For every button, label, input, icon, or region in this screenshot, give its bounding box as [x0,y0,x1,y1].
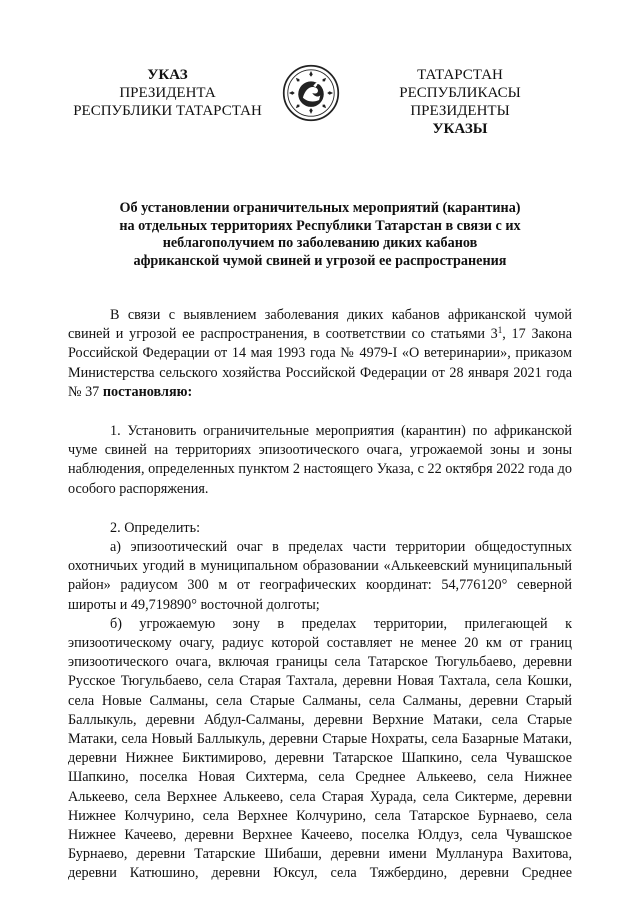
preamble-text: В связи с выявлением заболевания диких кабанов африканской чумой свиней и угрозой ее распространения, в соответствии со статьями 3 [68,307,572,343]
decree-title [70,200,570,270]
decree-body [68,306,572,884]
title-line3: неблагополучием по заболеванию диких кабанов [162,235,478,251]
title-line4: африканской чумой свиней и угрозой ее распространения [133,252,507,269]
item-1: 1. Установить ограничительные мероприятия (карантин) по африканской чуме свиней на территориях эпизоотического очага, угрожаемой зоны и зоны наблюдения, определенных пунктом 2 настоящего Указа, с 22 октября 2022 года до особого распоряжения. [68,423,572,497]
title-line1: Об установлении ограничительных мероприятий (карантина) [119,200,521,216]
header-left [55,66,280,120]
preamble-paragraph [68,306,572,402]
preamble-resolve: постановляю: [102,383,193,400]
header-left-line3: РЕСПУБЛИКИ ТАТАРСТАН [73,103,262,119]
preamble-text-cont: , 17 Закона Российской Федерации от 14 мая 1993 года № 4979-I «О ветеринарии», приказом Министерства сельского хозяйства Российской Федерации от 28 января 2021 года № 37 [68,326,573,400]
header-left-line1: УКАЗ [147,67,188,83]
header-right-line2: ПРЕЗИДЕНТЫ [410,103,510,119]
header-left-line2: ПРЕЗИДЕНТА [119,85,216,101]
title-line2: на отдельных территориях Республики Татарстан в связи с их [119,217,521,234]
header-right-line3: УКАЗЫ [432,121,488,137]
item-2-b: б) угрожаемую зону в пределах территории, прилегающей к эпизоотическому очагу, радиус которой составляет не менее 20 км от границ эпизоотического очага, включая границы села Татарское Тюгульбаево, деревни Русское Тюгульбаево, села Старая Тахтала, деревни Новая Тахтала, села Кошки, села Новые Салманы, села Старые Салманы, села Салманы, деревни Старый Баллыкуль, деревни Абдул-Салманы, деревни Верхние Матаки, села Старые Матаки, села Новый Баллыкуль, деревни Старые Нохраты, села Базарные Матаки, деревни Нижнее Биктимирово, деревни Татарское Шапкино, села Чувашское Шапкино, поселка Новая Сихтерма, села Среднее Алькеево, села Нижнее Алькеево, села Верхнее Алькеево, села Старая Хурада, села Сиктерме, деревни Нижнее Колчурино, села Верхнее Колчурино, села Татарское Бурнаево, села Нижнее Качеево, деревни Верхнее Качеево, поселка Юлдуз, села Чувашское Бурнаево, деревни Татарские Шибаши, деревни имени Мулланура Вахитова, деревни Катюшино, деревни Юксул, села Тяжбердино, деревни Среднее [68,615,572,882]
item-2-a: а) эпизоотический очаг в пределах части территории общедоступных охотничьих угодий в муниципальном образовании «Алькеевский муниципальный район» радиусом 300 м от географических координат: 54,776120° северной широты и 49,719890° восточной долготы; [68,539,572,613]
item-2-heading: 2. Определить: [110,519,201,536]
preamble-superscript: 1 [497,325,503,336]
header-right [355,66,565,138]
tatarstan-coat-of-arms-icon [282,64,340,122]
header-right-line1: ТАТАРСТАН РЕСПУБЛИКАСЫ [399,67,521,101]
